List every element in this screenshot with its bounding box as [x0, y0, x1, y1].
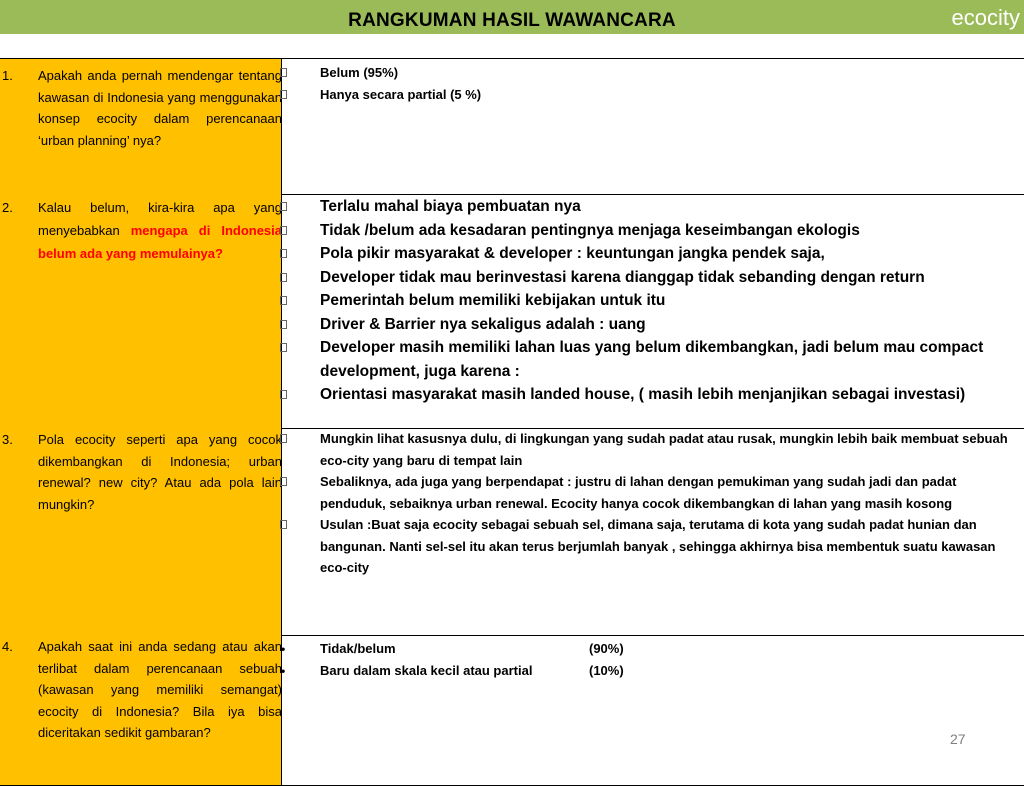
list-item	[283, 62, 1024, 84]
question-number: 4.	[2, 639, 13, 654]
question-block	[0, 196, 282, 265]
list-item	[283, 289, 1024, 313]
answer-text: Developer tidak mau berinvestasi karena dianggap tidak sebanding dengan return	[320, 268, 925, 286]
question-number: 1.	[2, 68, 13, 83]
list-item	[283, 660, 1024, 682]
answer-text: Usulan :Buat saja ecocity sebagai sebuah sel, dimana saja, terutama di kota yang sudah padat hunian dan bangunan. Nanti sel-sel itu akan terus berjumlah banyak , sehingga akhirnya bisa membentuk suatu kawasan eco-city	[320, 517, 996, 575]
question-cell	[0, 194, 282, 428]
answer-text: Driver & Barrier nya sekaligus adalah : uang	[320, 315, 646, 333]
list-item	[283, 514, 1024, 579]
list-item	[283, 471, 1024, 514]
bullet-dot-icon: •	[281, 642, 286, 656]
answer-cell	[283, 194, 1024, 428]
answer-text: Mungkin lihat kasusnya dulu, di lingkungan yang sudah padat atau rusak, mungkin lebih baik membuat sebuah eco-city yang baru di tempat lain	[320, 431, 1008, 468]
answer-text: Pemerintah belum memiliki kebijakan untuk itu	[320, 292, 666, 309]
answer-text: Hanya secara partial (5 %)	[320, 87, 482, 102]
answer-cell	[283, 635, 1024, 785]
table-row	[0, 194, 1024, 429]
checkbox-bullet-icon	[280, 434, 287, 443]
answer-list	[283, 638, 1024, 682]
checkbox-bullet-icon	[280, 90, 287, 99]
brand-label: ecocity	[951, 5, 1020, 30]
summary-table	[0, 58, 1024, 779]
table-row	[0, 428, 1024, 636]
answer-cell	[283, 59, 1024, 194]
list-item	[283, 313, 1024, 337]
checkbox-bullet-icon	[280, 320, 287, 329]
checkbox-bullet-icon	[280, 477, 287, 486]
checkbox-bullet-icon	[280, 202, 287, 211]
list-item	[283, 242, 1024, 266]
answer-text: Orientasi masyarakat masih landed house, ( masih lebih menjanjikan sebagai investasi)	[320, 386, 966, 403]
list-item	[283, 428, 1024, 471]
answer-text: Baru dalam skala kecil atau partial	[320, 663, 533, 678]
checkbox-bullet-icon	[280, 226, 287, 235]
list-item	[283, 195, 1024, 219]
checkbox-bullet-icon	[280, 390, 287, 399]
question-text: Apakah saat ini anda sedang atau akan terlibat dalam perencanaan sebuah (kawasan yang memiliki semangat) ecocity di Indonesia? Bila iya bisa diceritakan sedikit gambaran?	[38, 639, 282, 740]
answer-percentage: (90%)	[589, 641, 624, 656]
page-number: 27	[950, 731, 966, 747]
answer-cell	[283, 428, 1024, 635]
question-text: Pola ecocity seperti apa yang cocok dikembangkan di Indonesia; urban renewal? new city? Atau ada pola lain mungkin?	[38, 432, 282, 512]
question-number: 3.	[2, 432, 13, 447]
slide-title: RANGKUMAN HASIL WAWANCARA	[348, 10, 676, 31]
question-number: 2.	[2, 200, 13, 215]
question-block	[0, 429, 282, 515]
question-text: Apakah anda pernah mendengar tentang kawasan di Indonesia yang menggunakan konsep ecocity dalam perencanaan ‘urban planning’ nya?	[38, 68, 282, 148]
list-item	[283, 638, 1024, 660]
question-block	[0, 636, 282, 744]
checkbox-bullet-icon	[280, 68, 287, 77]
answer-list	[283, 195, 1024, 407]
list-item	[283, 383, 1024, 407]
bullet-dot-icon: •	[281, 664, 286, 678]
answer-text: Belum (95%)	[320, 65, 399, 80]
list-item	[283, 266, 1024, 290]
list-item	[283, 84, 1024, 106]
answer-text: Terlalu mahal biaya pembuatan nya	[320, 198, 581, 215]
list-item	[283, 219, 1024, 243]
question-text	[0, 196, 282, 265]
answer-list	[283, 428, 1024, 579]
answer-text: Sebaliknya, ada juga yang berpendapat : justru di lahan dengan pemukiman yang sudah jadi dan padat penduduk, sebaiknya urban renewal. Ecocity hanya cocok dikembangkan di lahan yang masih kosong	[320, 474, 957, 511]
answer-text: Tidak /belum ada kesadaran pentingnya menjaga keseimbangan ekologis	[320, 221, 860, 239]
checkbox-bullet-icon	[280, 249, 287, 258]
answer-text: Developer masih memiliki lahan luas yang belum dikembangkan, jadi belum mau compact development, juga karena :	[320, 339, 984, 380]
answer-text: Tidak/belum	[320, 641, 396, 656]
table-row	[0, 59, 1024, 195]
question-cell	[0, 59, 282, 194]
question-highlight: mengapa di Indonesia belum ada yang memulainya?	[38, 223, 283, 261]
question-block	[0, 65, 282, 151]
table-row	[0, 635, 1024, 786]
question-text-prefix: Kalau belum, kira-kira apa yang menyebabkan	[38, 200, 282, 238]
checkbox-bullet-icon	[280, 520, 287, 529]
answer-list	[283, 62, 1024, 106]
list-item	[283, 336, 1024, 383]
checkbox-bullet-icon	[280, 273, 287, 282]
question-cell	[0, 428, 282, 635]
answer-percentage: (10%)	[589, 663, 624, 678]
answer-text: Pola pikir masyarakat & developer : keuntungan jangka pendek saja,	[320, 245, 825, 262]
checkbox-bullet-icon	[280, 343, 287, 352]
checkbox-bullet-icon	[280, 296, 287, 305]
question-cell	[0, 635, 282, 785]
